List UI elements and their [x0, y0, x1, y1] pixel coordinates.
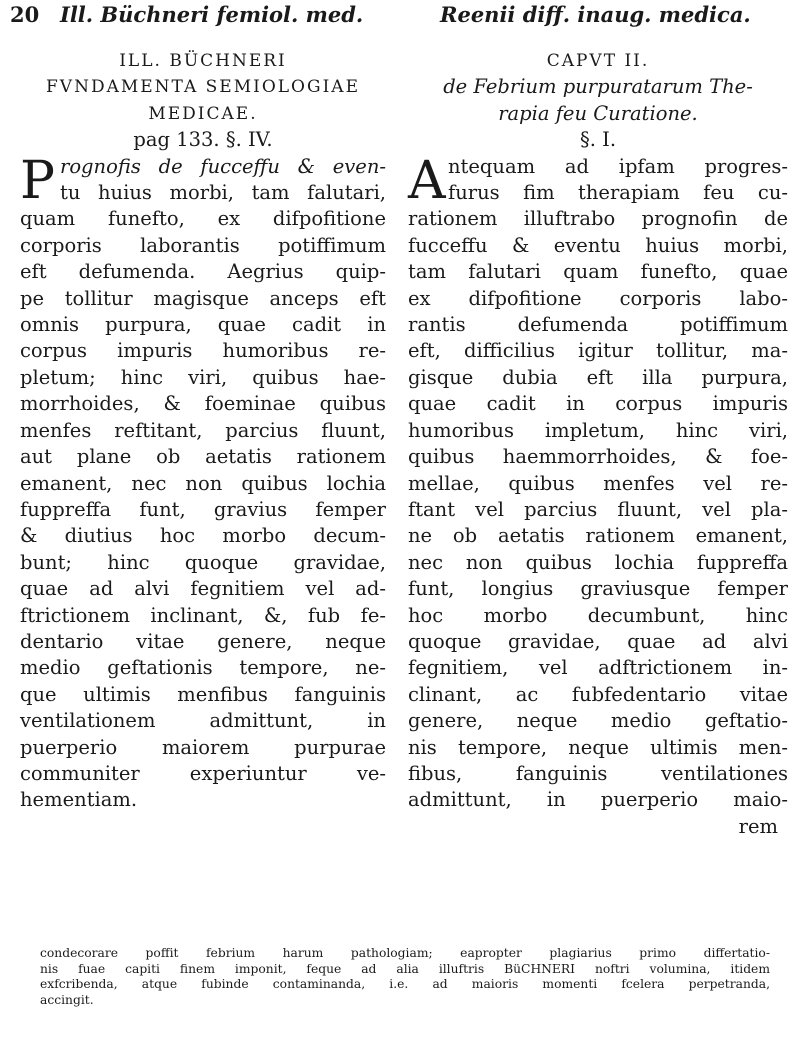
left-header-subtitle: MEDICAE. [148, 103, 258, 124]
text-line: fucceffu & eventu huius morbi, [408, 233, 788, 257]
left-dropcap: P [20, 150, 55, 211]
left-header-title: FVNDAMENTA SEMIOLOGIAE [46, 77, 360, 98]
text-line: ftrictionem inclinant, &, fub fe- [20, 603, 386, 627]
text-line: ftant vel parcius fluunt, vel pla- [408, 497, 788, 521]
text-line: quae ad alvi fegnitiem vel ad- [20, 577, 386, 601]
text-line: quibus haemmorrhoides, & foe- [408, 445, 788, 469]
text-line: corpus impuris humoribus re- [20, 339, 386, 363]
text-line: rognofis de fucceffu & even- [60, 154, 386, 178]
section-number: §. I. [579, 128, 617, 152]
left-column [20, 48, 386, 814]
footnote-line: accingit. [40, 992, 94, 1007]
text-line: rantis defumenda potiffimum [408, 313, 788, 337]
text-line: nis tempore, neque ultimis men- [408, 735, 788, 759]
right-paragraph [408, 150, 788, 841]
text-line: hoc morbo decumbunt, hinc [408, 603, 788, 627]
text-line: aut plane ob aetatis rationem [20, 445, 386, 469]
chapter-heading: CAPVT II. [546, 51, 650, 71]
text-line: gisque dubia eft illa purpura, [408, 365, 788, 389]
text-line: eft defumenda. Aegrius quip- [20, 260, 386, 284]
text-line: quae cadit in corpus impuris [408, 392, 788, 416]
text-line: fuppreffa funt, gravius femper [20, 497, 386, 521]
left-reference: pag 133. §. IV. [133, 128, 273, 152]
text-line: tam falutari quam funefto, quae [408, 260, 788, 284]
right-column [408, 48, 788, 840]
chapter-title: de Febrium purpuratarum The- [443, 75, 753, 99]
text-line: pletum; hinc viri, quibus hae- [20, 365, 386, 389]
footnote-line: condecorare poffit febrium harum pathologiam; eapropter plagiarius primo differtatio- [40, 946, 770, 960]
chapter-title-cont: rapia feu Curatione. [498, 101, 698, 125]
right-dropcap: A [408, 150, 446, 211]
text-line: hementiam. [20, 788, 138, 812]
text-line: eft, difficilius igitur tollitur, ma- [408, 339, 788, 363]
text-line: rationem illuftrabo prognofin de [408, 207, 788, 231]
text-line: humoribus impletum, hinc viri, [408, 418, 788, 442]
text-line: quoque gravidae, quae ad alvi [408, 629, 788, 653]
page-number: 20 [10, 2, 40, 27]
text-line: mellae, quibus menfes vel re- [408, 471, 788, 495]
text-line: medio geftationis tempore, ne- [20, 656, 386, 680]
text-line: ntequam ad ipfam progres- [448, 154, 788, 178]
text-line: rem [738, 814, 778, 838]
text-line: nec non quibus lochia fuppreffa [408, 550, 788, 574]
text-line: puerperio maiorem purpurae [20, 735, 386, 759]
running-head-left: Ill. Büchneri femiol. med. [60, 2, 364, 27]
footnote-line: nis fuae capiti finem imponit, feque ad alia illuftris BüCHNERI noftri volumina, itidem [40, 961, 770, 976]
text-line: fegnitiem, vel adftrictionem in- [408, 656, 788, 680]
text-line: communiter experiuntur ve- [20, 761, 386, 785]
text-line: fibus, fanguinis ventilationes [408, 761, 788, 785]
text-line: clinant, ac fubfedentario vitae [408, 682, 788, 706]
running-head [10, 2, 780, 32]
footnote [40, 946, 770, 1008]
running-head-right: Reenii diff. inaug. medica. [440, 2, 751, 27]
text-line: admittunt, in puerperio maio- [408, 788, 788, 812]
text-line: furus fim therapiam feu cu- [448, 181, 788, 205]
text-line: tu huius morbi, tam falutari, [60, 181, 386, 205]
text-line: menfes reftitant, parcius fluunt, [20, 418, 386, 442]
text-line: quam funefto, ex difpofitione [20, 207, 386, 231]
text-line: que ultimis menfibus fanguinis [20, 682, 386, 706]
left-paragraph [20, 150, 386, 814]
text-line: dentario vitae genere, neque [20, 629, 386, 653]
text-line: genere, neque medio geftatio- [408, 709, 788, 733]
text-line: bunt; hinc quoque gravidae, [20, 550, 386, 574]
footnote-line: exfcribenda, atque fubinde contaminanda, i.e. ad maioris momenti fcelera perpetranda, [40, 977, 770, 992]
text-line: corporis laborantis potiffimum [20, 233, 386, 257]
text-line: & diutius hoc morbo decum- [20, 524, 386, 548]
text-line: funt, longius graviusque femper [408, 577, 788, 601]
text-line: ne ob aetatis rationem emanent, [408, 524, 788, 548]
text-line: emanent, nec non quibus lochia [20, 471, 386, 495]
text-line: ventilationem admittunt, in [20, 709, 386, 733]
text-line: omnis purpura, quae cadit in [20, 313, 386, 337]
text-line: ex difpofitione corporis labo- [408, 286, 788, 310]
left-header-author: ILL. BÜCHNERI [119, 51, 287, 71]
text-line: pe tollitur magisque anceps eft [20, 286, 386, 310]
text-line: morrhoides, & foeminae quibus [20, 392, 386, 416]
